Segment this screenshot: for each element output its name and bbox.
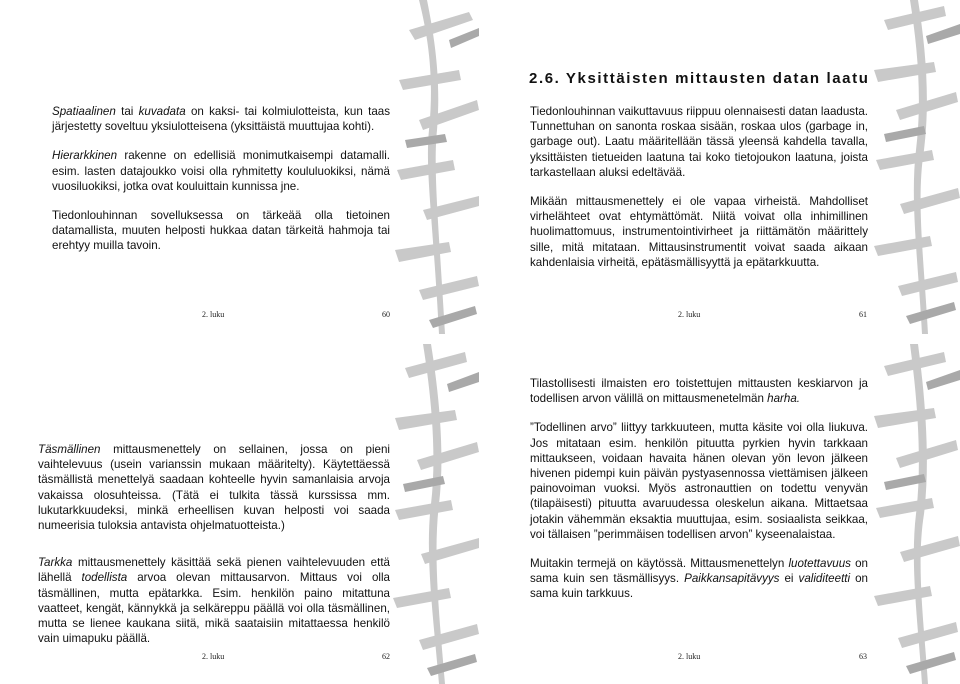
footer-left: 2. luku [202,310,225,319]
paragraph [530,376,868,406]
emphasized-term: harha. [767,392,801,406]
slide-62 [0,344,479,684]
text-run: Muitakin termejä on käytössä. Mittausmenettelyn [530,557,789,571]
footer-left: 2. luku [678,652,701,661]
text-run: Tiedonlouhinnan sovelluksessa on tärkeää olla tietoinen datamallista, muuten helposti hukkaa datan tärkeitä hahmoja tai erehtyy muilla tavoin. [52,209,390,253]
paragraph [530,556,868,602]
slide-62-body [38,442,390,660]
emphasized-term: Täsmällinen [38,443,101,456]
footer-page-number: 61 [859,310,867,319]
slide-63-body [530,376,868,616]
paragraph [52,208,390,254]
text-run: arvoa olevan mittausarvon. Mittaus voi olla täsmällinen, mutta epätarkka. Esim. henkilön paino mitattuna vaatteet, kengät, kännykkä ja selkäreppu päällä voi olla täsmällinen, mutta se lienee kaukana siitä, mikä saataisiin mitattaessa henkilö vain uimapuku päällä. [38,571,390,646]
slide-60 [0,0,479,334]
paragraph [38,442,390,533]
text-run: on sama kuin tarkkuus. [530,572,869,601]
paragraph [38,555,390,646]
slide-60-body [52,104,390,268]
text-run: ei [779,572,799,586]
paragraph [530,104,868,180]
emphasized-term: luotettavuus [788,557,851,571]
paragraph [530,194,868,270]
emphasized-term: kuvadata [138,105,186,118]
slide-61 [481,0,960,334]
paragraph [52,148,390,194]
emphasized-term: Paikkansapitävyys [684,572,780,586]
text-run: ”Todellinen arvo” liittyy tarkkuuteen, mutta käsite voi olla liukuva. Jos mitataan esim. henkilön pituutta pyrkien hyvin tarkkaan mittaukseen, voidaan havaita hänen olevan yön levon jälkeen hivenen pidempi kuin päivän pystyasennossa viettämisen jälkeen painovoiman vuoksi. Myös astronauttien on todettu venyvän (tilapäisesti) pituutta avaruudessa oleskelun aikana. Mittaetsaa jotakin vähemmän eksaktia muuttujaa, esim. sosiaalista seikkaa, voi tällaisen ”perimmäisen todellisen arvon” kyseenalaistaa. [530,421,868,541]
text-run: tai [115,105,139,118]
footer-left: 2. luku [678,310,701,319]
bamboo-decoration [870,344,960,684]
text-run: Tilastollisesti ilmaisten ero toistettujen mittausten keskiarvon ja todellisen arvon välillä on mittausmenetelmän [530,377,868,406]
slide-61-body [530,104,868,284]
bamboo-decoration [870,0,960,334]
emphasized-term: Spatiaalinen [52,105,116,118]
slide-63 [481,344,960,684]
text-run: mittausmenettely käsittää sekä pienen vaihtelevuuden että lähellä [38,556,390,585]
text-run: on kaksi- tai kolmiulotteista, kun taas järjestetty soveltuu yksiulotteisena (yksittäistä muuttujaa kohti). [52,105,391,134]
emphasized-term: todellista [81,571,128,585]
emphasized-term: Tarkka [38,556,73,570]
footer-page-number: 62 [382,652,390,661]
text-run: mittausmenettely on sellainen, jossa on pieni vaihtelevuus (usein varianssin mukaan määritelty). Käytettäessä täsmällistä menettelyä saadaan kohteelle hyvin samanlaisia arvoja vakaissa olosuhteissa. (Tätä ei tulkita tässä kurssissa mm. lukutarkkuudeksi, minkä erheellisen kuvan helposti voi saada numeerisia tuloksia antavista ohjelmatuotteista.) [38,443,390,533]
emphasized-term: Hierarkkinen [52,149,118,163]
footer-page-number: 63 [859,652,867,661]
text-run: Mikään mittausmenettely ei ole vapaa virheistä. Mahdolliset virhelähteet ovat ehtymättömät. Niitä voivat olla inhimillinen huolimattomuus, instrumentointivirheet ja riittämätön määrittely sille, mitä mitataan. Mittausinstrumentit voivat saada aikaan kahdenlaisia virheitä, epätäsmällisyyttä ja epätarkkuutta. [530,195,868,269]
slide-title: 2.6. Yksittäisten mittausten datan laatu [529,70,870,87]
footer-left: 2. luku [202,652,225,661]
bamboo-decoration [389,0,479,334]
footer-page-number: 60 [382,310,390,319]
text-run: rakenne on edellisiä monimutkaisempi datamalli. esim. lasten datajoukko voisi olla ryhmitetty koululuokiksi, nämä vuosiluokiksi, jotka ovat kouluittain kunnissa jne. [52,149,390,193]
text-run: on sama kuin sen täsmällisyys. [530,557,868,586]
emphasized-term: validiteetti [798,572,851,586]
paragraph [530,420,868,542]
paragraph [52,104,390,134]
bamboo-decoration [389,344,479,684]
text-run: Tiedonlouhinnan vaikuttavuus riippuu olennaisesti datan laadusta. Tunnettuhan on sanonta roskaa sisään, roskaa ulos (garbage in, garbage out). Laatu määritellään tässä yleensä kahdella tavalla, yksittäisten tietueiden laatuna tai koko tietojoukon laatuna, joista tarkastellaan aluksi edeltävää. [530,105,868,179]
